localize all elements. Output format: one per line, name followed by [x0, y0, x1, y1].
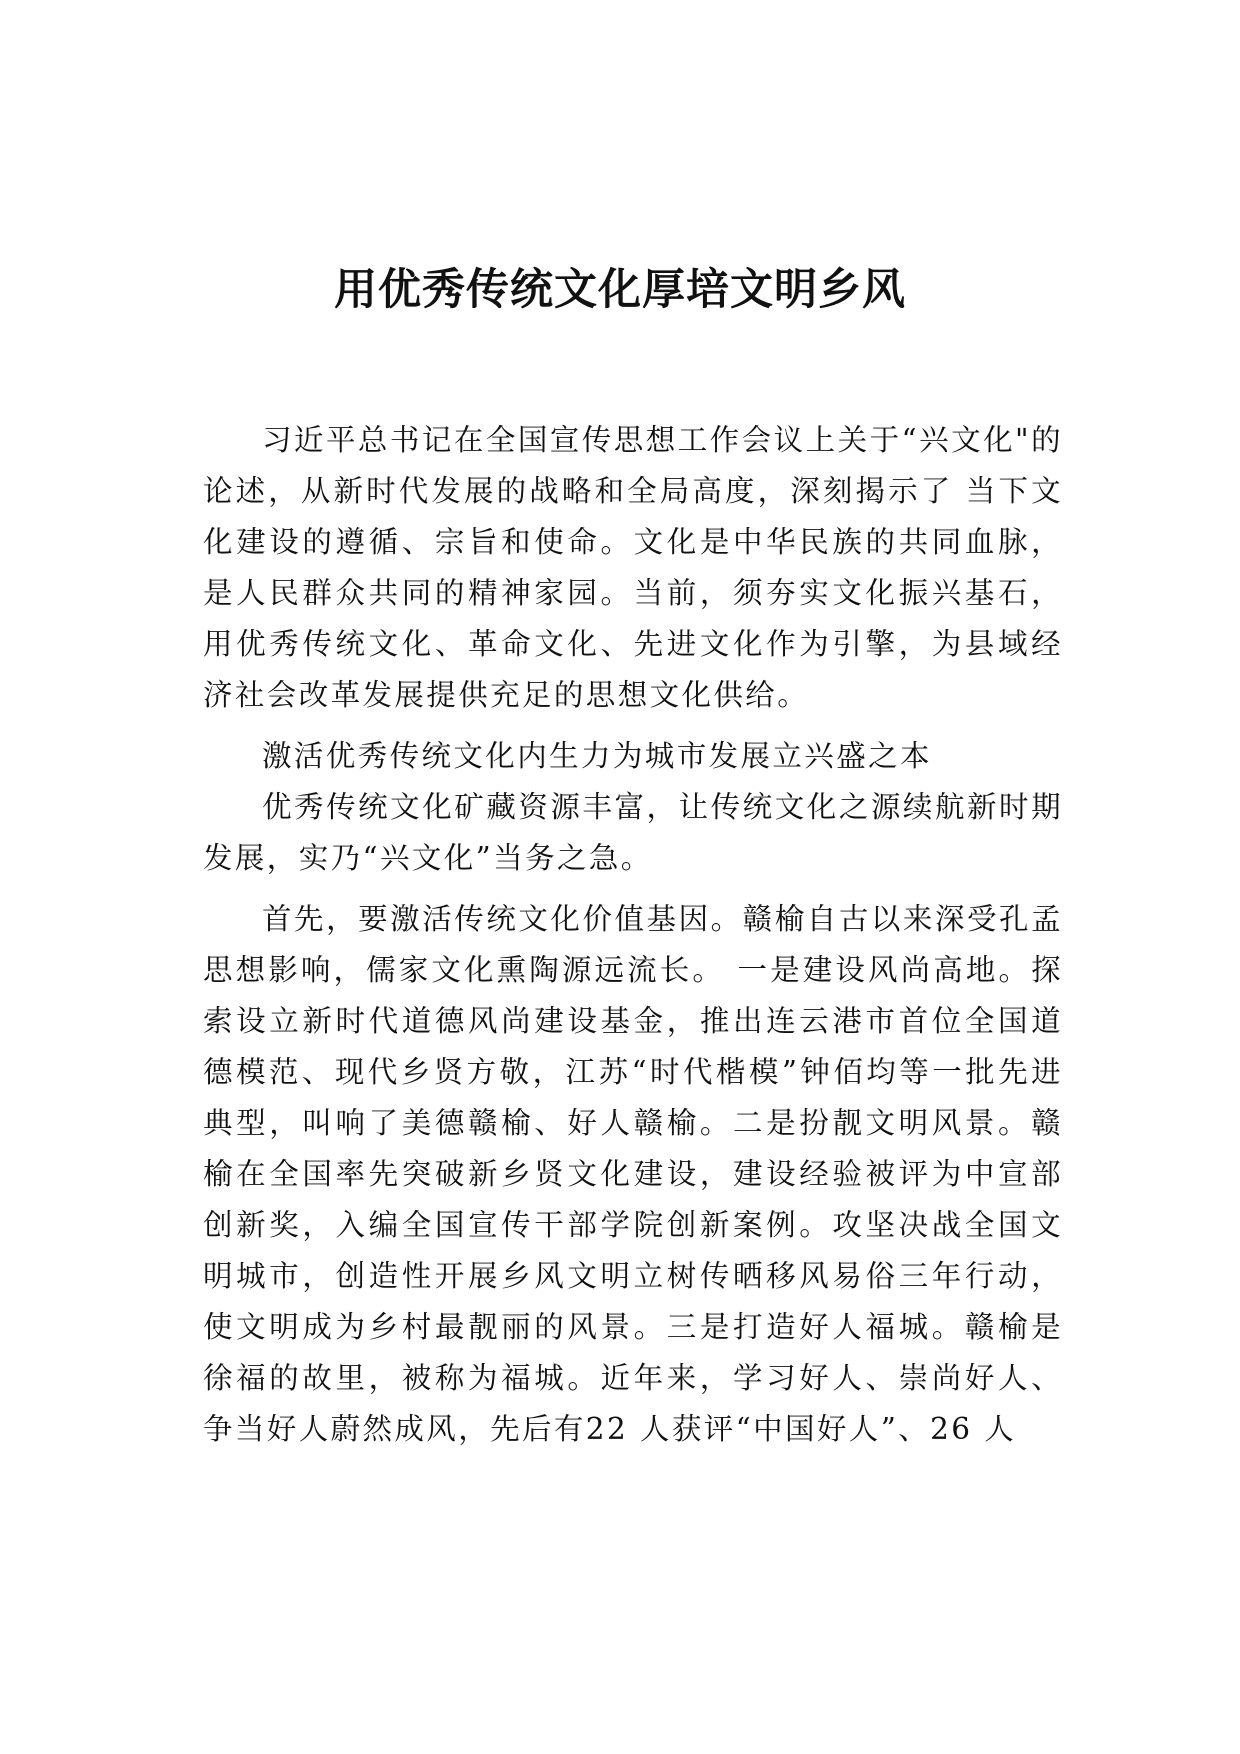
- document-body: [203, 415, 1063, 1455]
- spacer: [203, 721, 1063, 731]
- document-title: 用优秀传统文化厚培文明乡风: [334, 264, 906, 315]
- paragraph-first: 首先，要激活传统文化价值基因。赣榆自古以来深受孔孟思想影响，儒家文化熏陶源远流长。 一是建设风尚高地。探索设立新时代道德风尚建设基金，推出连云港市首位全国道德模范、现代乡贤方敬，江苏“时代楷模”钟佰均等一批先进典型，叫响了美德赣榆、好人赣榆。二是扮靓文明风景。赣榆在全国率先突破新乡贤文化建设，建设经验被评为中宣部创新奖，入编全国宣传干部学院创新案例。攻坚决战全国文明城市，创造性开展乡风文明立树传晒移风易俗三年行动，使文明成为乡村最靓丽的风景。三是打造好人福城。赣榆是徐福的故里，被称为福城。近年来，学习好人、崇尚好人、争当好人蔚然成风，先后有22 人获评“中国好人”、26 人: [203, 902, 1063, 1446]
- spacer: [203, 884, 1063, 894]
- paragraph-intro: 习近平总书记在全国宣传思想工作会议上关于“兴文化"的论述，从新时代发展的战略和全局高度，深刻揭示了 当下文化建设的遵循、宗旨和使命。文化是中华民族的共同血脉，是人民群众共同的精神家园。当前，须夯实文化振兴基石，用优秀传统文化、革命文化、先进文化作为引擎，为县域经济社会改革发展提供充足的思想文化供给。: [203, 423, 1063, 712]
- paragraph-resources: 优秀传统文化矿藏资源丰富，让传统文化之源续航新时期发展，实乃“兴文化”当务之急。: [203, 790, 1063, 875]
- paragraph-subheading: 激活优秀传统文化内生力为城市发展立兴盛之本: [262, 739, 932, 773]
